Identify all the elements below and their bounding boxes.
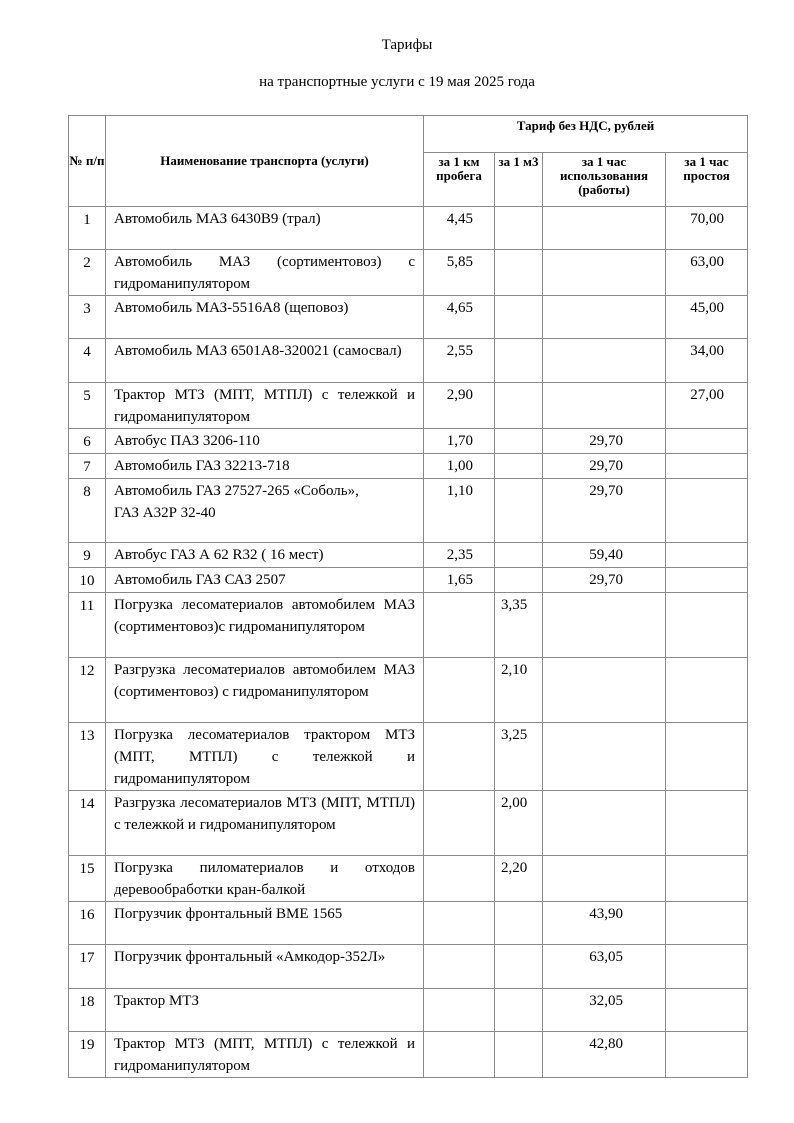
table-row xyxy=(69,479,748,543)
row-price-per-km xyxy=(424,902,495,945)
row-number: 19 xyxy=(69,1032,106,1078)
row-price-per-km xyxy=(424,658,495,723)
row-price-per-hour xyxy=(543,856,666,902)
row-name: Трактор МТЗ xyxy=(106,989,424,1032)
row-price-per-m3 xyxy=(495,945,543,989)
table-row xyxy=(69,989,748,1032)
table-row xyxy=(69,723,748,791)
row-price-per-idle-hour: 45,00 xyxy=(666,296,748,339)
row-number: 1 xyxy=(69,207,106,250)
row-name: Погрузка пиломатериалов и отходов деревообработки кран-балкой xyxy=(106,856,424,902)
row-price-per-m3: 3,35 xyxy=(495,593,543,658)
table-row xyxy=(69,568,748,593)
table-row xyxy=(69,429,748,454)
row-name: Погрузчик фронтальный «Амкодор-352Л» xyxy=(106,945,424,989)
row-price-per-hour xyxy=(543,723,666,791)
table-row xyxy=(69,856,748,902)
row-price-per-idle-hour xyxy=(666,568,748,593)
row-number: 8 xyxy=(69,479,106,543)
row-price-per-km xyxy=(424,945,495,989)
row-name: Трактор МТЗ (МПТ, МТПЛ) с тележкой и гидроманипулятором xyxy=(106,383,424,429)
row-price-per-m3 xyxy=(495,1032,543,1078)
row-price-per-km: 4,45 xyxy=(424,207,495,250)
row-name: Автомобиль МАЗ 6501А8-320021 (самосвал) xyxy=(106,339,424,383)
row-number: 18 xyxy=(69,989,106,1032)
row-price-per-idle-hour: 70,00 xyxy=(666,207,748,250)
row-price-per-idle-hour xyxy=(666,543,748,568)
row-price-per-hour xyxy=(543,250,666,296)
document-title: Тарифы xyxy=(381,37,433,53)
row-price-per-m3: 2,00 xyxy=(495,791,543,856)
header-per-km: за 1 км пробега xyxy=(424,153,495,207)
table-row xyxy=(69,207,748,250)
table-row xyxy=(69,945,748,989)
row-price-per-hour xyxy=(543,207,666,250)
row-price-per-hour xyxy=(543,383,666,429)
header-per-hour: за 1 час использования (работы) xyxy=(543,153,666,207)
row-number: 7 xyxy=(69,454,106,479)
row-price-per-idle-hour xyxy=(666,989,748,1032)
row-price-per-idle-hour xyxy=(666,658,748,723)
row-price-per-km xyxy=(424,723,495,791)
row-price-per-m3 xyxy=(495,250,543,296)
row-price-per-km xyxy=(424,856,495,902)
row-number: 15 xyxy=(69,856,106,902)
row-name: Погрузчик фронтальный ВМЕ 1565 xyxy=(106,902,424,945)
table-row xyxy=(69,658,748,723)
row-price-per-hour: 63,05 xyxy=(543,945,666,989)
tariff-table xyxy=(68,115,748,1078)
table-row xyxy=(69,902,748,945)
row-number: 4 xyxy=(69,339,106,383)
row-number: 11 xyxy=(69,593,106,658)
row-price-per-idle-hour xyxy=(666,429,748,454)
row-price-per-hour: 29,70 xyxy=(543,479,666,543)
row-price-per-hour xyxy=(543,658,666,723)
row-price-per-hour: 32,05 xyxy=(543,989,666,1032)
table-row xyxy=(69,543,748,568)
row-name: Автомобиль МАЗ 6430В9 (трал) xyxy=(106,207,424,250)
table-row xyxy=(69,593,748,658)
row-price-per-m3: 3,25 xyxy=(495,723,543,791)
header-per-m3: за 1 м3 xyxy=(495,153,543,207)
row-price-per-m3: 2,10 xyxy=(495,658,543,723)
row-price-per-m3: 2,20 xyxy=(495,856,543,902)
row-price-per-km: 1,00 xyxy=(424,454,495,479)
row-price-per-hour xyxy=(543,791,666,856)
row-price-per-hour: 43,90 xyxy=(543,902,666,945)
row-price-per-idle-hour: 34,00 xyxy=(666,339,748,383)
row-price-per-m3 xyxy=(495,989,543,1032)
header-per-idle-hour: за 1 час простоя xyxy=(666,153,748,207)
row-price-per-idle-hour xyxy=(666,479,748,543)
row-price-per-km: 2,90 xyxy=(424,383,495,429)
row-price-per-idle-hour: 63,00 xyxy=(666,250,748,296)
header-num: № п/п xyxy=(69,116,106,207)
row-price-per-km: 1,10 xyxy=(424,479,495,543)
row-price-per-km xyxy=(424,989,495,1032)
row-price-per-km: 2,35 xyxy=(424,543,495,568)
row-price-per-km xyxy=(424,1032,495,1078)
table-row xyxy=(69,454,748,479)
table-row xyxy=(69,791,748,856)
tariff-table-body xyxy=(69,207,748,1078)
row-name: Погрузка лесоматериалов автомобилем МАЗ (сортиментовоз)с гидроманипулятором xyxy=(106,593,424,658)
row-number: 10 xyxy=(69,568,106,593)
row-price-per-m3 xyxy=(495,207,543,250)
row-price-per-km: 4,65 xyxy=(424,296,495,339)
row-price-per-hour: 29,70 xyxy=(543,454,666,479)
row-price-per-km xyxy=(424,791,495,856)
row-price-per-hour xyxy=(543,296,666,339)
row-name: Трактор МТЗ (МПТ, МТПЛ) с тележкой и гидроманипулятором xyxy=(106,1032,424,1078)
row-price-per-hour: 29,70 xyxy=(543,568,666,593)
row-price-per-m3 xyxy=(495,429,543,454)
row-number: 9 xyxy=(69,543,106,568)
row-number: 17 xyxy=(69,945,106,989)
row-name: Автомобиль ГАЗ 27527-265 «Соболь», ГАЗ А32Р 32-40 xyxy=(106,479,424,543)
row-price-per-idle-hour: 27,00 xyxy=(666,383,748,429)
row-price-per-hour: 29,70 xyxy=(543,429,666,454)
document-subtitle: на транспортные услуги с 19 мая 2025 года xyxy=(259,74,535,90)
row-name: Автобус ГАЗ А 62 R32 ( 16 мест) xyxy=(106,543,424,568)
row-number: 16 xyxy=(69,902,106,945)
row-price-per-m3 xyxy=(495,296,543,339)
row-price-per-idle-hour xyxy=(666,791,748,856)
row-number: 5 xyxy=(69,383,106,429)
row-name: Погрузка лесоматериалов трактором МТЗ (МПТ, МТПЛ) с тележкой и гидроманипулятором xyxy=(106,723,424,791)
row-price-per-idle-hour xyxy=(666,1032,748,1078)
row-price-per-km: 1,70 xyxy=(424,429,495,454)
table-row xyxy=(69,339,748,383)
row-number: 12 xyxy=(69,658,106,723)
row-price-per-m3 xyxy=(495,454,543,479)
row-name: Автомобиль ГАЗ 32213-718 xyxy=(106,454,424,479)
row-price-per-idle-hour xyxy=(666,454,748,479)
row-name: Автомобиль МАЗ-5516А8 (щеповоз) xyxy=(106,296,424,339)
row-number: 6 xyxy=(69,429,106,454)
row-price-per-idle-hour xyxy=(666,945,748,989)
row-price-per-idle-hour xyxy=(666,902,748,945)
row-price-per-m3 xyxy=(495,543,543,568)
row-price-per-km: 2,55 xyxy=(424,339,495,383)
row-name: Разгрузка лесоматериалов МТЗ (МПТ, МТПЛ) с тележкой и гидроманипулятором xyxy=(106,791,424,856)
row-price-per-m3 xyxy=(495,339,543,383)
row-price-per-m3 xyxy=(495,479,543,543)
table-row xyxy=(69,1032,748,1078)
row-price-per-idle-hour xyxy=(666,856,748,902)
row-price-per-hour xyxy=(543,339,666,383)
header-tariff-group: Тариф без НДС, рублей xyxy=(424,116,748,153)
row-price-per-m3 xyxy=(495,902,543,945)
row-number: 14 xyxy=(69,791,106,856)
row-name: Автомобиль ГАЗ САЗ 2507 xyxy=(106,568,424,593)
table-row xyxy=(69,383,748,429)
row-name: Автобус ПАЗ 3206-110 xyxy=(106,429,424,454)
row-number: 3 xyxy=(69,296,106,339)
table-row xyxy=(69,296,748,339)
row-price-per-m3 xyxy=(495,568,543,593)
table-row xyxy=(69,250,748,296)
row-name: Автомобиль МАЗ (сортиментовоз) с гидроманипулятором xyxy=(106,250,424,296)
row-price-per-km: 5,85 xyxy=(424,250,495,296)
row-number: 2 xyxy=(69,250,106,296)
row-price-per-hour: 42,80 xyxy=(543,1032,666,1078)
row-price-per-km xyxy=(424,593,495,658)
row-price-per-km: 1,65 xyxy=(424,568,495,593)
row-name: Разгрузка лесоматериалов автомобилем МАЗ (сортиментовоз) с гидроманипулятором xyxy=(106,658,424,723)
row-price-per-hour xyxy=(543,593,666,658)
row-number: 13 xyxy=(69,723,106,791)
row-price-per-m3 xyxy=(495,383,543,429)
row-price-per-idle-hour xyxy=(666,593,748,658)
row-price-per-hour: 59,40 xyxy=(543,543,666,568)
header-name: Наименование транспорта (услуги) xyxy=(106,116,424,207)
row-price-per-idle-hour xyxy=(666,723,748,791)
